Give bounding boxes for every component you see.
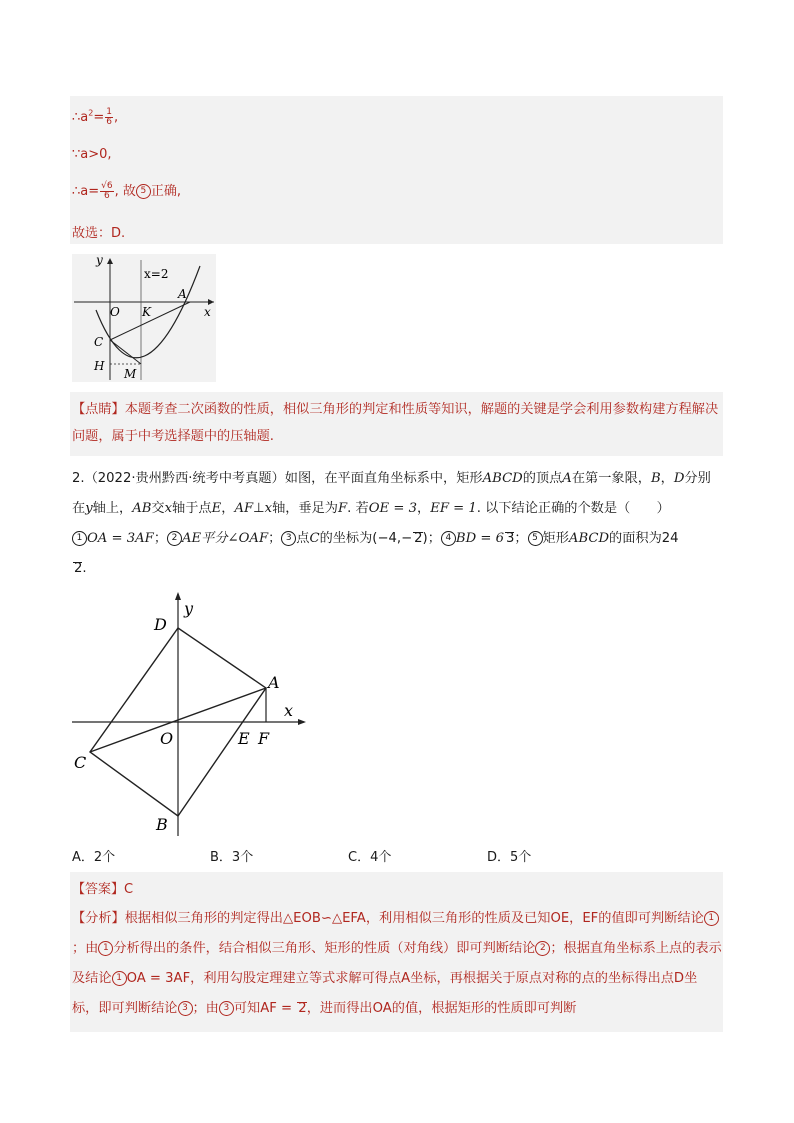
graph2-D: D <box>154 615 167 634</box>
analysis-tag: 【分析】 <box>72 911 125 926</box>
solution-line-2: ∵a>0, <box>72 147 112 162</box>
graph2-F: F <box>258 729 270 748</box>
rectangle-figure <box>72 590 312 838</box>
graph1-K: K <box>142 305 151 319</box>
graph1-O: O <box>110 305 120 319</box>
option-a[interactable]: A．2个 <box>72 850 116 865</box>
parabola-figure <box>72 254 216 382</box>
graph2-O: O <box>160 729 174 748</box>
graph1-H: H <box>94 359 105 373</box>
answer-tag: 【答案】 <box>72 882 125 897</box>
answer-line <box>72 878 133 897</box>
comment-tag: 【点睛】 <box>72 402 125 417</box>
graph2-C: C <box>74 753 87 772</box>
graph2-x-label: x <box>284 701 294 720</box>
answer-value: C <box>124 882 134 897</box>
graph1-x-label: x <box>204 305 211 319</box>
option-b[interactable]: B．3个 <box>210 850 254 865</box>
analysis-paragraph: 【分析】根据相似三角形的判定得出△EOB∽△EFA，利用相似三角形的性质及已知OE，EF的值即可判断结论 1；由 1 分析得出的条件，结合相似三角形、矩形的性质（对角线）即可判断结论 2 ；根据直角坐标系上点的表示及结论 1 OA = 3AF，利用勾股定理建立等式求解可得点A坐标，再根据关于原点对称的点的坐标得出点D坐标，即可判断结论 3 ；由 3 可知AF = 2，进而得出OA的值，根据矩形的性质即可判断 <box>72 911 722 1016</box>
graph2-y-label: y <box>184 599 194 618</box>
graph1-A: A <box>178 287 187 301</box>
question-2: 2.（2022·贵州黔西·统考中考真题）如图，在平面直角坐标系中，矩形ABCD的顶点A在第一象限，B，D分别在y轴上，AB交x轴于点E，AF⊥x轴，垂足为F. 若OE = 3，EF = 1. 以下结论正确的个数是（ ） 1 OA = 3AF； 2 AE平分∠OAF； 3 点C的坐标为(−4,− 2)； 4 BD = 6 3； 5 矩形ABCD的面积为24 2. <box>72 471 711 576</box>
solution-line-3: ∴a= $\frac{√6}{6}$ , 故 5 正确, <box>72 181 182 201</box>
solution-line-1: $\therefore a^2=$ $\frac{1}{6}$ , <box>72 107 119 127</box>
solution-background-top <box>70 96 723 244</box>
graph2-B: B <box>156 815 168 834</box>
option-d[interactable]: D．5个 <box>487 850 532 865</box>
comment-paragraph: 【点睛】本题考查二次函数的性质，相似三角形的判定和性质等知识，解题的关键是学会利用参数构建方程解决问题，属于中考选择题中的压轴题. <box>72 402 719 444</box>
graph1-C: C <box>94 335 104 349</box>
solution-line-4: 故选：D. <box>72 226 126 241</box>
graph2-E: E <box>238 729 250 748</box>
option-c[interactable]: C．4个 <box>348 850 392 865</box>
graph1-y-label: y <box>96 254 103 267</box>
graph1-line-label: x=2 <box>144 267 169 281</box>
graph2-A: A <box>268 673 280 692</box>
graph1-M: M <box>124 367 137 381</box>
